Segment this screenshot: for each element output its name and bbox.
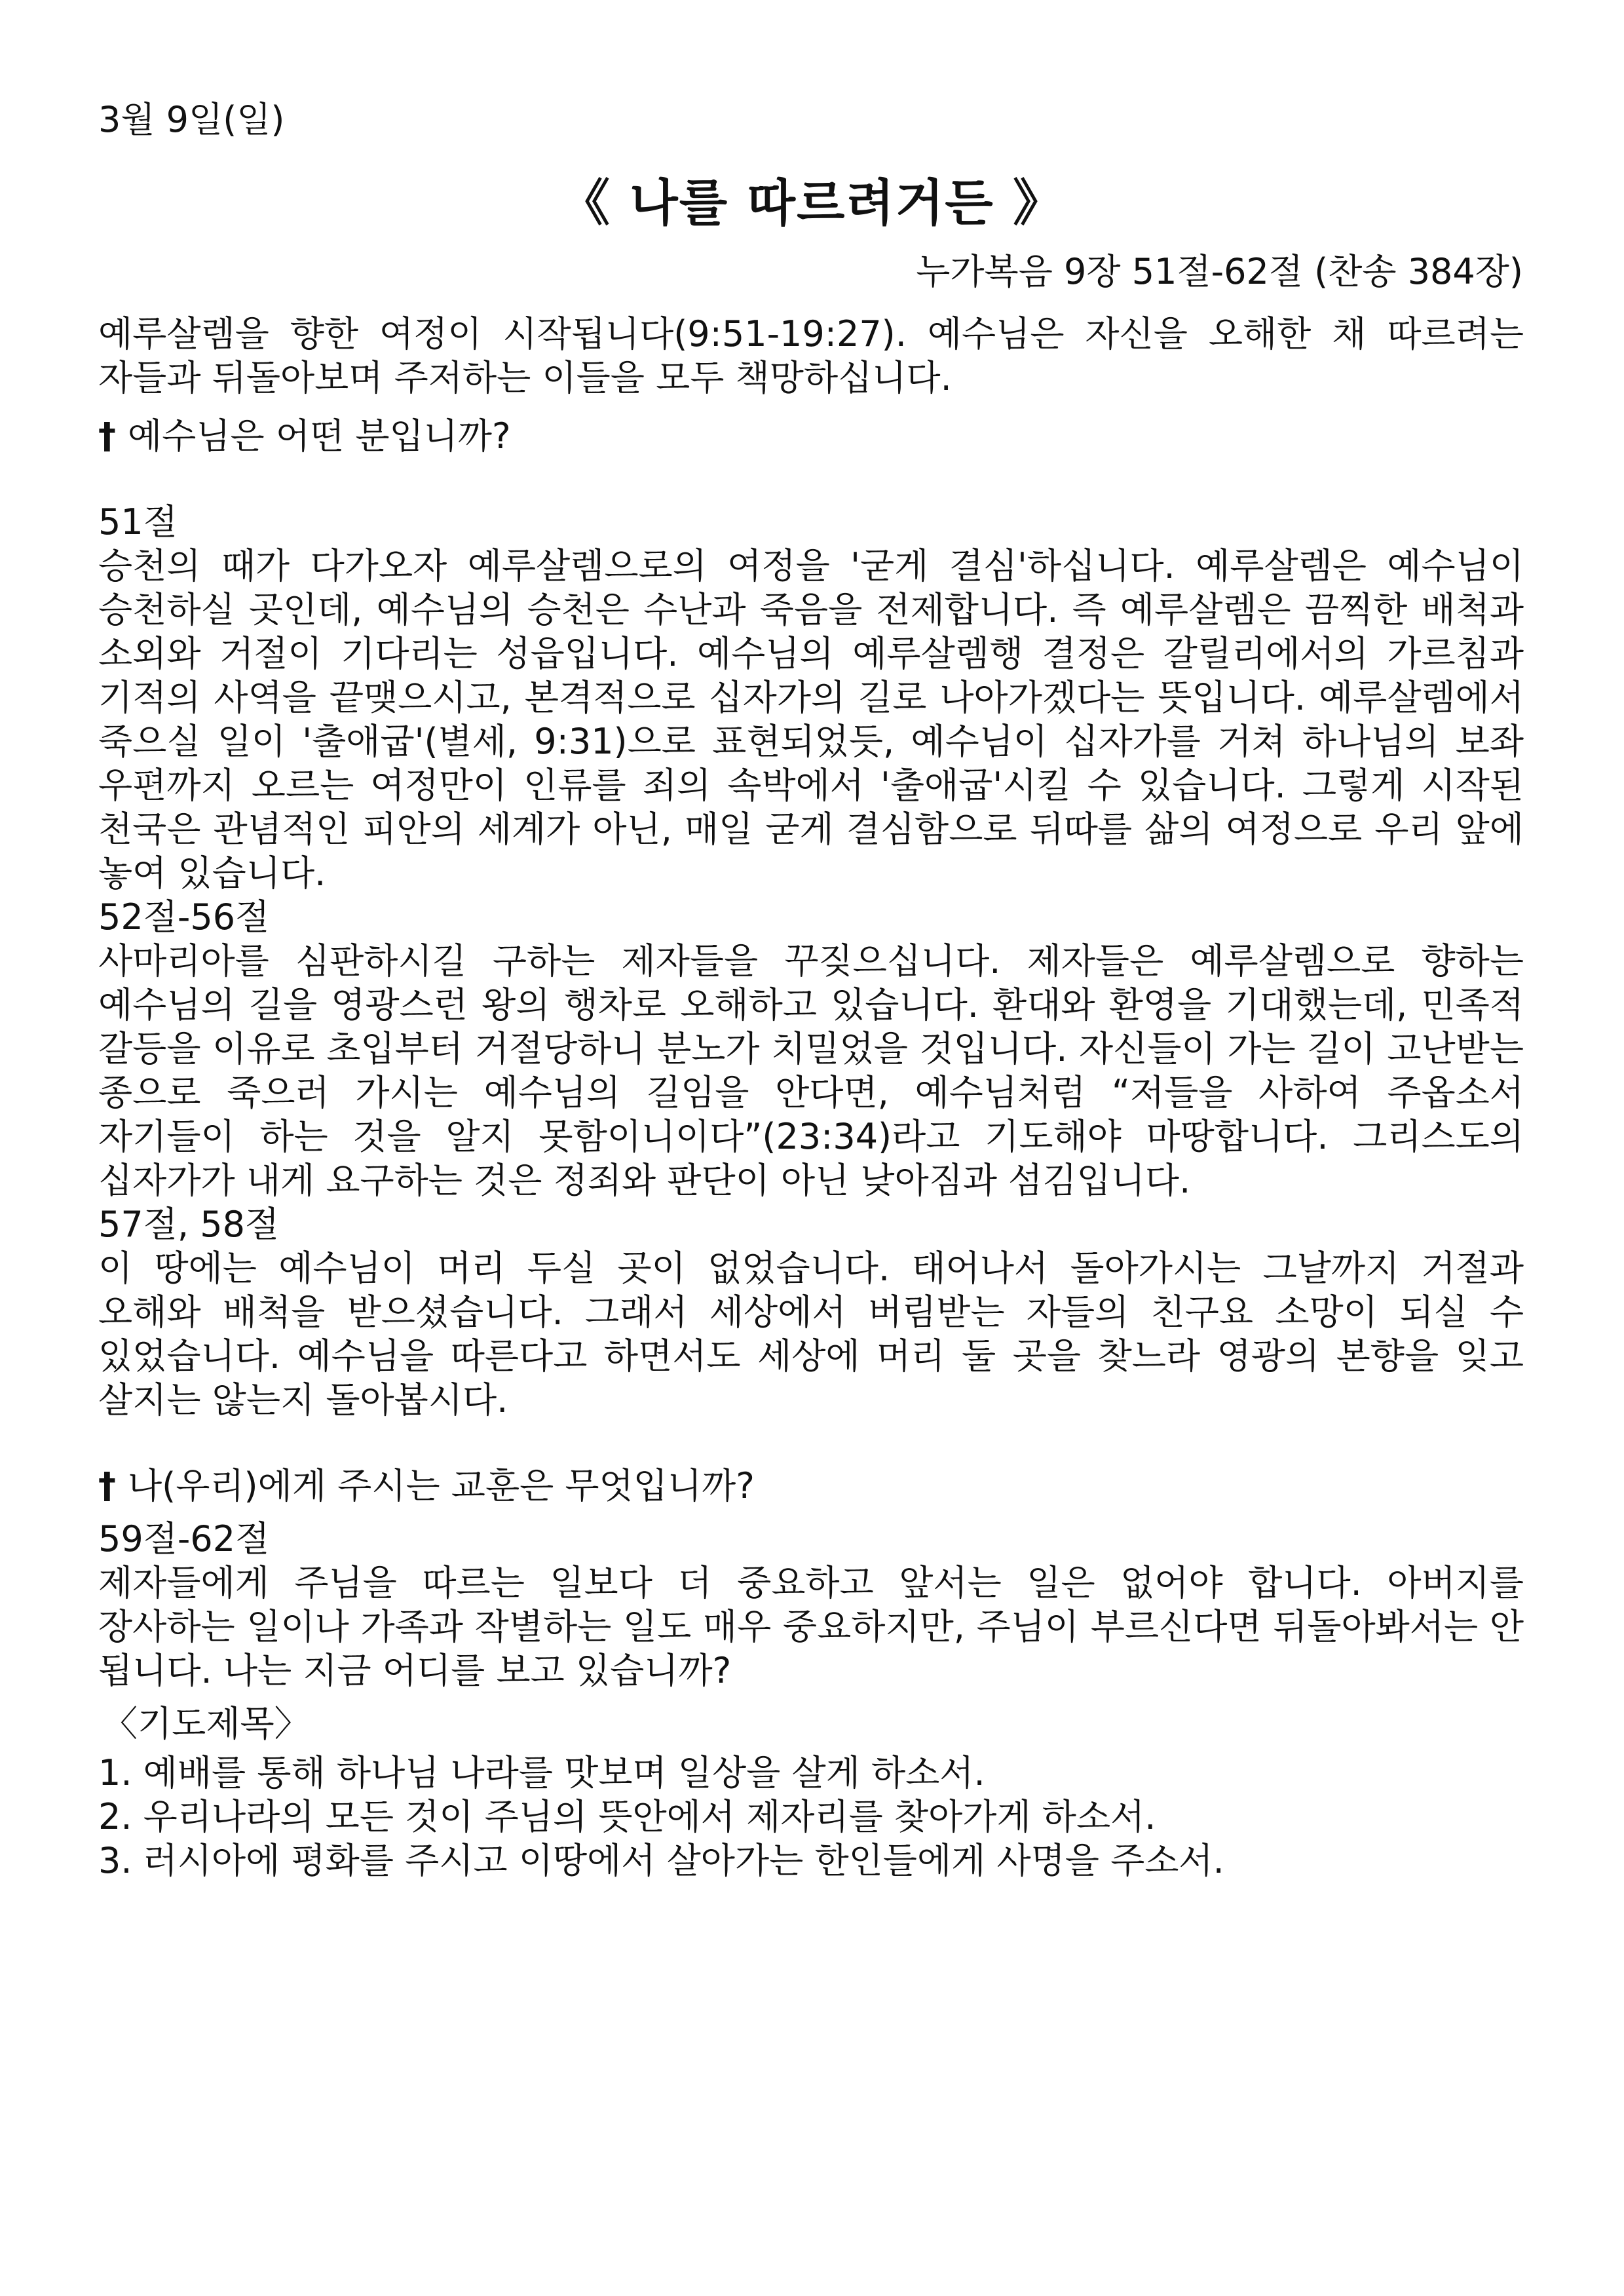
verse-commentary: 제자들에게 주님을 따르는 일보다 더 중요하고 앞서는 일은 없어야 합니다. 아버지를 장사하는 일이나 가족과 작별하는 일도 매우 중요하지만, 주님이 부르신다면 뒤돌아봐서는 안 됩니다. 나는 지금 어디를 보고 있습니까? bbox=[98, 1562, 1524, 1691]
verse-commentary: 승천의 때가 다가오자 예루살렘으로의 여정을 '굳게 결심'하십니다. 예루살렘은 예수님이 승천하실 곳인데, 예수님의 승천은 수난과 죽음을 전제합니다. 즉 예루살렘은 끔찍한 배척과 소외와 거절이 기다리는 성읍입니다. 예수님의 예루살렘행 결정은 갈릴리에서의 가르침과 기적의 사역을 끝맺으시고, 본격적으로 십자가의 길로 나아가겠다는 뜻입니다. 예루살렘에서 죽으실 일이 '출애굽'(별세, 9:31)으로 표현되었듯, 예수님이 십자가를 거쳐 하나님의 보좌 우편까지 오르는 여정만이 인류를 죄의 속박에서 '출애굽'시킬 수 있습니다. 그렇게 시작된 천국은 관념적인 피안의 세계가 아닌, 매일 굳게 결심함으로 뒤따를 삶의 여정으로 우리 앞에 놓여 있습니다. bbox=[98, 545, 1524, 894]
prayer-heading: 〈기도제목〉 bbox=[102, 1703, 310, 1744]
verse-label: 51절 bbox=[98, 501, 178, 543]
verse-section bbox=[98, 500, 1524, 895]
prayer-item: 2. 우리나라의 모든 것이 주님의 뜻안에서 제자리를 찾아가게 하소서. bbox=[98, 1796, 1156, 1837]
spacer bbox=[98, 1422, 1524, 1464]
verse-section bbox=[98, 895, 1524, 1202]
verse-label: 52절-56절 bbox=[98, 896, 270, 938]
verse-section bbox=[98, 1202, 1524, 1422]
scripture-reference: 누가복음 9장 51절-62절 (찬송 384장) bbox=[916, 251, 1523, 292]
dagger-cross-icon: † bbox=[98, 1465, 116, 1506]
question-heading-1 bbox=[98, 414, 1524, 458]
spacer bbox=[98, 1508, 1524, 1517]
verse-section bbox=[98, 1517, 1524, 1693]
prayer-list bbox=[98, 1751, 1524, 1883]
content-column bbox=[98, 312, 1524, 1883]
dagger-cross-icon: † bbox=[98, 415, 116, 457]
verse-commentary: 이 땅에는 예수님이 머리 두실 곳이 없었습니다. 태어나서 돌아가시는 그날까지 거절과 오해와 배척을 받으셨습니다. 그래서 세상에서 버림받는 자들의 친구요 소망이 되실 수 있었습니다. 예수님을 따른다고 하면서도 세상에 머리 둘 곳을 찾느라 영광의 본향을 잊고 살지는 않는지 돌아봅시다. bbox=[98, 1248, 1524, 1421]
question-text-2: 나(우리)에게 주시는 교훈은 무엇입니까? bbox=[128, 1465, 755, 1506]
prayer-item: 1. 예배를 통해 하나님 나라를 맛보며 일상을 살게 하소서. bbox=[98, 1752, 985, 1793]
verse-label: 59절-62절 bbox=[98, 1518, 270, 1559]
spacer bbox=[98, 458, 1524, 500]
date-label: 3월 9일(일) bbox=[98, 99, 285, 140]
intro-paragraph: 예루살렘을 향한 여정이 시작됩니다(9:51-19:27). 예수님은 자신을 오해한 채 따르려는 자들과 뒤돌아보며 주저하는 이들을 모두 책망하십니다. bbox=[98, 313, 1524, 398]
page-title: 《 나를 따르려거든 》 bbox=[559, 174, 1065, 232]
question-heading-2 bbox=[98, 1464, 1524, 1508]
prayer-item: 3. 러시아에 평화를 주시고 이땅에서 살아가는 한인들에게 사명을 주소서. bbox=[98, 1840, 1224, 1881]
question-text-1: 예수님은 어떤 분입니까? bbox=[128, 415, 511, 457]
verse-label: 57절, 58절 bbox=[98, 1204, 280, 1245]
verse-commentary: 사마리아를 심판하시길 구하는 제자들을 꾸짖으십니다. 제자들은 예루살렘으로 향하는 예수님의 길을 영광스런 왕의 행차로 오해하고 있습니다. 환대와 환영을 기대했는데, 민족적 갈등을 이유로 초입부터 거절당하니 분노가 치밀었을 것입니다. 자신들이 가는 길이 고난받는 종으로 죽으러 가시는 예수님의 길임을 안다면, 예수님처럼 “저들을 사하여 주옵소서 자기들이 하는 것을 알지 못함이니이다”(23:34)라고 기도해야 마땅합니다. 그리스도의 십자가가 내게 요구하는 것은 정죄와 판단이 아닌 낮아짐과 섬김입니다. bbox=[98, 940, 1524, 1201]
